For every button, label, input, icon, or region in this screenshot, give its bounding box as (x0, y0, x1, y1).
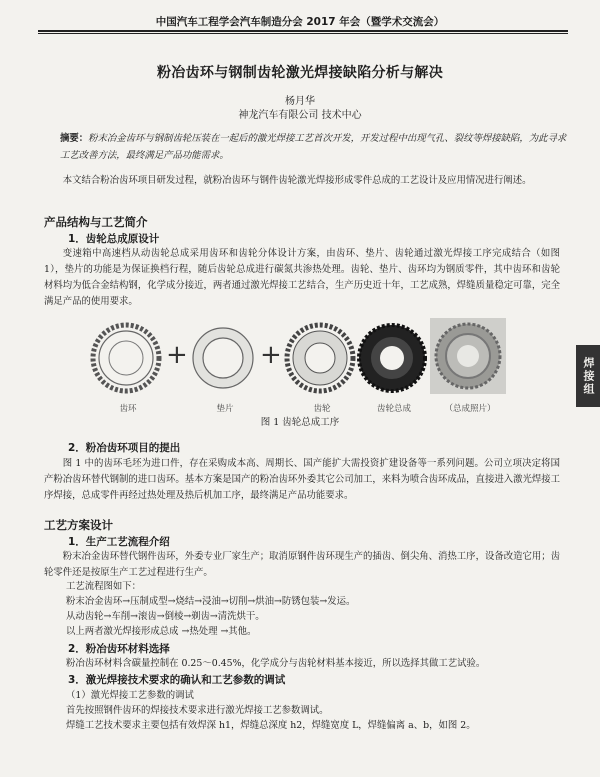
gear-assembly-drawing (356, 322, 428, 394)
section2-sub1-heading: 1．生产工艺流程介绍 (68, 536, 170, 548)
fig-label-photo: （总成照片） (444, 404, 496, 414)
section1-sub1-heading: 1．齿轮总成原设计 (68, 233, 160, 245)
ring-gear-drawing (90, 322, 162, 394)
intro-block (44, 173, 560, 189)
flow-line: 从动齿轮→车削→滚齿→倒棱→剃齿→清洗烘干。 (66, 611, 265, 622)
section2-heading: 工艺方案设计 (44, 518, 113, 532)
section1-sub2-body (44, 456, 560, 504)
figure-caption: 图 1 齿轮总成工序 (260, 417, 340, 428)
section2-sub2-heading: 2．粉冶齿环材料选择 (68, 643, 170, 655)
section2-sub1-text: 粉末冶金齿环替代钢件齿环，外委专业厂家生产；取消原钢件齿环现生产的插齿、倒尖角、消热工序，设备改造它用；齿轮零件还是按原生产工艺过程进行生产。 (44, 551, 560, 578)
side-tab-welding: 焊接组 (576, 345, 600, 407)
section2-sub3-body (66, 688, 560, 733)
plus-icon: + (260, 340, 282, 370)
fig-label-ring: 齿环 (119, 404, 137, 414)
header-rule (38, 30, 568, 32)
section1-sub2-heading: 2．粉冶齿环项目的提出 (68, 442, 181, 454)
section1-heading: 产品结构与工艺简介 (44, 215, 148, 229)
header-rule-thin (38, 33, 568, 34)
fig-label-assembly: 齿轮总成 (376, 404, 411, 414)
assembly-photo (430, 318, 506, 394)
fig-label-washer: 垫片 (216, 404, 234, 414)
paper-title: 粉冶齿环与钢制齿轮激光焊接缺陷分析与解决 (157, 65, 443, 81)
flow-line: 以上两者激光焊接形成总成 →热处理 →其他。 (66, 626, 257, 637)
intro-paragraph: 本文结合粉冶齿环项目研发过程，就粉冶齿环与钢件齿轮激光焊接形成零件总成的工艺设计及应用情况进行阐述。 (62, 175, 532, 186)
flow-title: 工艺流程图如下： (66, 581, 142, 592)
section1-sub1-body (44, 246, 560, 310)
fig-label-gear: 齿轮 (313, 404, 331, 414)
conference-header: 中国汽车工程学会汽车制造分会 2017 年会（暨学术交流会） (155, 16, 445, 28)
section2-sub2-body (66, 656, 560, 671)
abstract (60, 130, 570, 164)
section2-sub3-item: （1）激光焊接工艺参数的调试 (66, 690, 194, 701)
abstract-label: 摘要： (60, 133, 89, 144)
section2-sub3-heading: 3．激光焊接技术要求的确认和工艺参数的调试 (68, 674, 286, 686)
plus-icon: + (166, 340, 188, 370)
section2-sub1-body (44, 549, 560, 581)
section2-sub2-text: 粉冶齿环材料含碳量控制在 0.25～0.45%，化学成分与齿轮材料基本接近，所以选择其做工艺试验。 (66, 658, 486, 669)
process-flow (66, 579, 560, 639)
section2-sub3-line1: 首先按照钢件齿环的焊接技术要求进行激光焊接工艺参数调试。 (66, 705, 329, 716)
washer-drawing (190, 325, 256, 391)
affiliation: 神龙汽车有限公司 技术中心 (238, 110, 362, 121)
section1-sub1-text: 变速箱中高速档从动齿轮总成采用齿环和齿轮分体设计方案，由齿环、垫片、齿轮通过激光焊接工序完成结合（如图 1），垫片的功能是为保证换档行程，随后齿轮总成进行碳氮共渗热处理。齿轮、垫片、齿环均为钢质零件，其中齿环和齿轮材料均为低合金结构钢，化学成分接近，两者通过激光焊接工艺结合，生产历史近十年，工艺成熟，焊缝质量稳定可靠，完全满足产品的使用要求。 (44, 248, 560, 307)
author: 杨月华 (285, 96, 315, 107)
gear-drawing (284, 322, 356, 394)
section2-sub3-line2: 焊缝工艺技术要求主要包括有效焊深 h1，焊缝总深度 h2，焊缝宽度 L，焊缝偏离 a、b，如图 2。 (66, 720, 476, 731)
flow-line: 粉末冶金齿环→压制成型→烧结→浸油→切削→烘油→防锈包装→发运。 (66, 596, 356, 607)
section1-sub2-text: 图 1 中的齿环毛坯为进口件，存在采购成本高、周期长、国产能扩大需投资扩建设备等一系列问题。公司立项决定将国产粉冶齿环替代钢制的进口齿环。基本方案是国产的粉冶齿环外委其它公司加工，来料为喷合齿环成品，直接进入激光焊接工序焊接，总成零件再经过热处理及热后机加工序，最终满足产品功能要求。 (44, 458, 560, 501)
abstract-text: 粉末冶金齿环与钢制齿轮压装在一起后的激光焊接工艺首次开发，开发过程中出现气孔、裂纹等焊接缺陷，为此寻求工艺改善方法，最终满足产品功能需求。 (60, 133, 567, 161)
figure-1 (90, 316, 510, 400)
